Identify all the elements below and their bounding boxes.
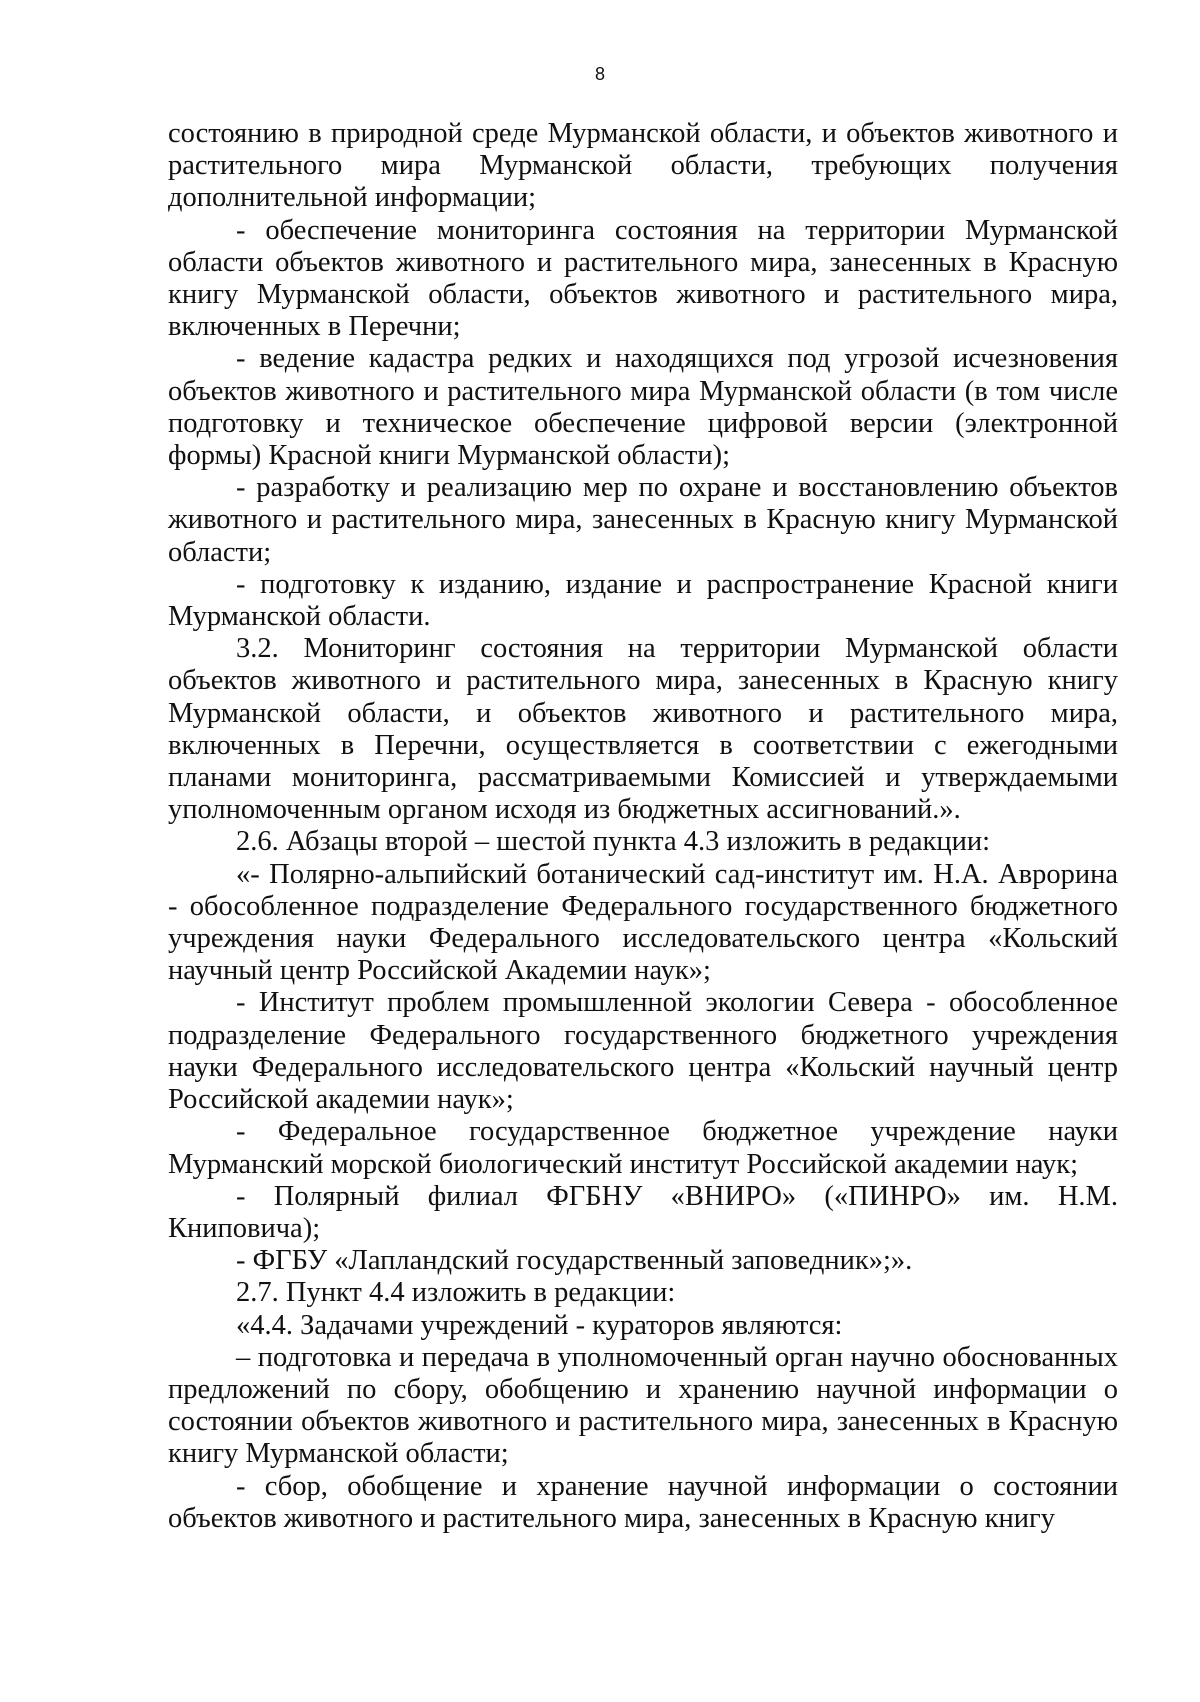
paragraph-1: состоянию в природной среде Мурманской области, и объектов животного и растительного мира Мурманской области, требующих получения дополнительной информации; [168,118,1118,214]
page-number: 8 [594,64,605,84]
paragraph-9: - Институт проблем промышленной экологии Севера - обособленное подразделение Федерального государственного бюджетного учреждения науки Федерального исследовательского центра «Кольский научный центр Российской академии наук»; [168,987,1118,1116]
paragraph-16: - сбор, обобщение и хранение научной информации о состоянии объектов животного и растительного мира, занесенных в Красную книгу [168,1470,1118,1534]
paragraph-15: – подготовка и передача в уполномоченный орган научно обоснованных предложений по сбору, обобщению и хранению научной информации о состоянии объектов животного и растительного мира, занесенных в Красную книгу Мурманской области; [168,1341,1118,1470]
paragraph-5: - подготовку к изданию, издание и распространение Красной книги Мурманской области. [168,568,1118,633]
paragraph-2: - обеспечение мониторинга состояния на территории Мурманской области объектов животного и растительного мира, занесенных в Красную книгу Мурманской области, объектов животного и растительного мира, включенных в Перечни; [168,214,1118,343]
paragraph-6: 3.2. Мониторинг состояния на территории Мурманской области объектов животного и растительного мира, занесенных в Красную книгу Мурманской области, и объектов животного и растительного мира, включенных в Перечни, осуществляется в соответствии с ежегодными планами мониторинга, рассматриваемыми Комиссией и утверждаемыми уполномоченным органом исходя из бюджетных ассигнований.». [168,633,1118,826]
paragraph-3: - ведение кадастра редких и находящихся под угрозой исчезновения объектов животного и растительного мира Мурманской области (в том числе подготовку и техническое обеспечение цифровой версии (электронной формы) Красной книги Мурманской области); [168,343,1118,472]
paragraph-4: - разработку и реализацию мер по охране и восстановлению объектов животного и растительного мира, занесенных в Красную книгу Мурманской области; [168,472,1118,568]
paragraph-14: «4.4. Задачами учреждений - кураторов являются: [236,1309,843,1341]
paragraph-7: 2.6. Абзацы второй – шестой пункта 4.3 изложить в редакции: [236,826,991,858]
paragraph-10: - Федеральное государственное бюджетное учреждение науки Мурманский морской биологический институт Российской академии наук; [168,1116,1118,1180]
document-body [168,118,1118,1535]
paragraph-11: - Полярный филиал ФГБНУ «ВНИРО» («ПИНРО» им. Н.М. Книповича); [168,1180,1118,1244]
paragraph-8: «- Полярно-альпийский ботанический сад-институт им. Н.А. Аврорина - обособленное подразделение Федерального государственного бюджетного учреждения науки Федерального исследовательского центра «Кольский научный центр Российской Академии наук»; [168,858,1118,987]
paragraph-12: - ФГБУ «Лапландский государственный заповедник»;». [236,1245,913,1277]
paragraph-13: 2.7. Пункт 4.4 изложить в редакции: [236,1277,676,1309]
